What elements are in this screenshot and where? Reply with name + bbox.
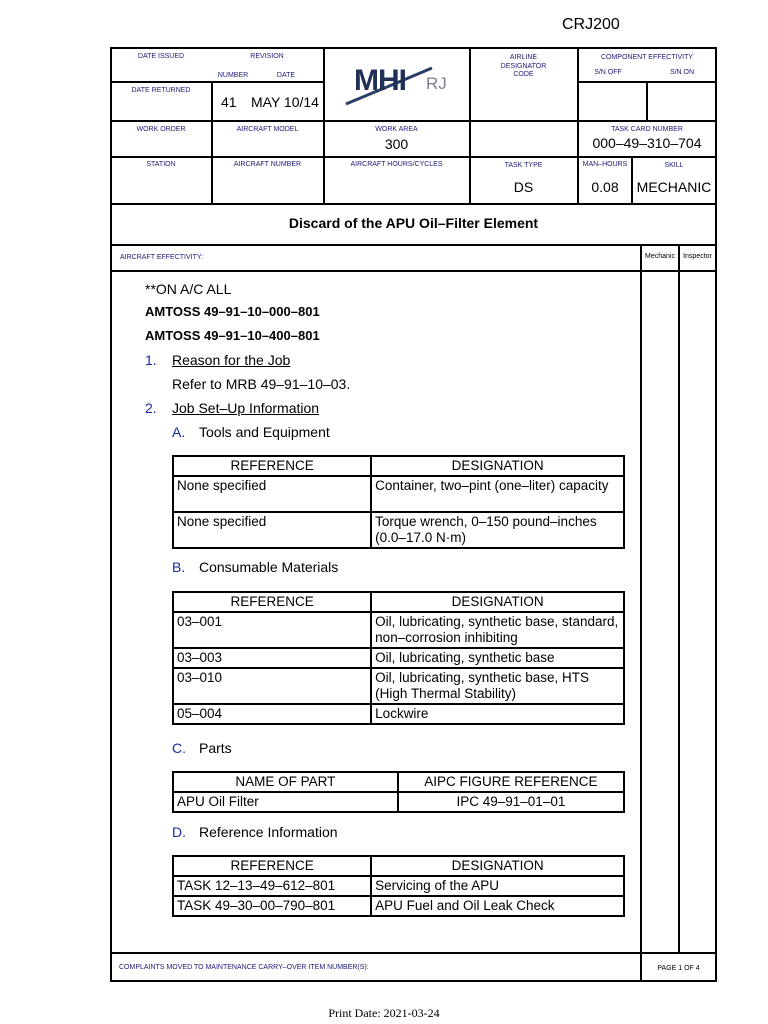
consumables-cell: 05–004 bbox=[173, 704, 371, 724]
consumables-cell: 03–003 bbox=[173, 648, 371, 668]
parts-header-name: NAME OF PART bbox=[173, 772, 398, 792]
table-row bbox=[173, 612, 624, 648]
reference-header-reference: REFERENCE bbox=[173, 856, 371, 876]
subsection-d-number: D. bbox=[172, 824, 186, 840]
aircraft-applicability: **ON A/C ALL bbox=[145, 281, 232, 297]
sn-off-label: S/N OFF bbox=[594, 69, 622, 76]
airline-designator-label-1: AIRLINE bbox=[509, 54, 538, 61]
task-title: Discard of the APU Oil–Filter Element bbox=[288, 215, 539, 231]
inspector-column-line bbox=[678, 244, 680, 953]
inspector-label: Inspector bbox=[683, 253, 712, 260]
aircraft-model-label: AIRCRAFT MODEL bbox=[236, 126, 299, 133]
airline-designator-label-2: DESIGNATOR bbox=[500, 63, 547, 70]
parts-header-aipc: AIPC FIGURE REFERENCE bbox=[398, 772, 624, 792]
frame-top bbox=[110, 47, 717, 49]
mechanic-column-line bbox=[640, 244, 642, 981]
section-1-number: 1. bbox=[145, 352, 157, 368]
consumables-table bbox=[172, 591, 625, 725]
table-row bbox=[173, 792, 624, 812]
table-row bbox=[173, 876, 624, 896]
parts-table bbox=[172, 771, 625, 813]
reference-cell: APU Fuel and Oil Leak Check bbox=[371, 896, 624, 916]
parts-cell: APU Oil Filter bbox=[173, 792, 398, 812]
table-row bbox=[173, 512, 624, 548]
aircraft-effectivity-label: AIRCRAFT EFFECTIVITY: bbox=[120, 254, 204, 261]
consumables-cell: 03–001 bbox=[173, 612, 371, 648]
revision-date-label: DATE bbox=[276, 72, 296, 79]
logo-main-text: MHI bbox=[354, 64, 406, 97]
work-area-label: WORK AREA bbox=[375, 126, 418, 133]
parts-cell: IPC 49–91–01–01 bbox=[398, 792, 624, 812]
task-card-number: 000–49–310–704 bbox=[592, 135, 702, 151]
logo-sub-text: RJ bbox=[426, 74, 447, 93]
complaints-label: COMPLAINTS MOVED TO MAINTENANCE CARRY–OVER ITEM NUMBER(S): bbox=[119, 964, 369, 971]
section-2-number: 2. bbox=[145, 400, 157, 416]
revision-number-label: NUMBER bbox=[217, 72, 249, 79]
frame-bottom bbox=[110, 980, 717, 982]
subsection-b-title: Consumable Materials bbox=[199, 559, 339, 575]
amtoss-reference-1: AMTOSS 49–91–10–000–801 bbox=[145, 304, 320, 319]
consumables-header-designation: DESIGNATION bbox=[371, 592, 624, 612]
subsection-a-number: A. bbox=[172, 424, 186, 440]
table-row bbox=[173, 668, 624, 704]
subsection-c-number: C. bbox=[172, 740, 186, 756]
consumables-cell: Lockwire bbox=[371, 704, 624, 724]
man-hours-value: 0.08 bbox=[591, 179, 619, 195]
subsection-d-title: Reference Information bbox=[199, 824, 338, 840]
section-1-title: Reason for the Job bbox=[172, 352, 291, 368]
tools-cell: Torque wrench, 0–150 pound–inches (0.0–17.0 N·m) bbox=[371, 512, 624, 548]
table-row bbox=[173, 704, 624, 724]
amtoss-reference-2: AMTOSS 49–91–10–400–801 bbox=[145, 328, 320, 343]
revision-date: MAY 10/14 bbox=[251, 94, 319, 110]
subsection-b-number: B. bbox=[172, 559, 186, 575]
skill-value: MECHANIC bbox=[636, 179, 712, 195]
reference-cell: Servicing of the APU bbox=[371, 876, 624, 896]
reference-header-designation: DESIGNATION bbox=[371, 856, 624, 876]
tools-header-reference: REFERENCE bbox=[173, 456, 371, 476]
task-type-value: DS bbox=[513, 179, 534, 195]
reference-cell: TASK 12–13–49–612–801 bbox=[173, 876, 371, 896]
page-number: PAGE 1 OF 4 bbox=[657, 965, 700, 972]
aircraft-number-label: AIRCRAFT NUMBER bbox=[233, 161, 302, 168]
revision-number: 41 bbox=[221, 94, 237, 110]
task-type-label: TASK TYPE bbox=[504, 162, 543, 169]
sn-on-label: S/N ON bbox=[669, 69, 695, 76]
task-card-number-label: TASK CARD NUMBER bbox=[611, 126, 683, 133]
tools-cell: None specified bbox=[173, 476, 371, 512]
consumables-header-reference: REFERENCE bbox=[173, 592, 371, 612]
tools-cell: Container, two–pint (one–liter) capacity bbox=[371, 476, 624, 512]
date-returned-label: DATE RETURNED bbox=[131, 87, 191, 94]
table-row bbox=[173, 896, 624, 916]
work-area-value: 300 bbox=[384, 136, 409, 152]
man-hours-label: MAN–HOURS bbox=[582, 161, 628, 168]
frame-right bbox=[715, 47, 717, 982]
revision-label: REVISION bbox=[250, 53, 284, 60]
reference-cell: TASK 49–30–00–790–801 bbox=[173, 896, 371, 916]
table-row bbox=[173, 476, 624, 512]
frame-left bbox=[110, 47, 112, 982]
date-issued-label: DATE ISSUED bbox=[137, 53, 185, 60]
consumables-cell: 03–010 bbox=[173, 668, 371, 704]
component-effectivity-label: COMPONENT EFFECTIVITY bbox=[600, 54, 694, 61]
tools-header-designation: DESIGNATION bbox=[371, 456, 624, 476]
consumables-cell: Oil, lubricating, synthetic base bbox=[371, 648, 624, 668]
work-order-label: WORK ORDER bbox=[136, 126, 186, 133]
station-label: STATION bbox=[146, 161, 176, 168]
aircraft-hours-label: AIRCRAFT HOURS/CYCLES bbox=[350, 161, 443, 168]
print-date: Print Date: 2021-03-24 bbox=[328, 1006, 440, 1020]
skill-label: SKILL bbox=[664, 162, 684, 169]
subsection-a-title: Tools and Equipment bbox=[199, 424, 330, 440]
reference-table bbox=[172, 855, 625, 917]
mhirj-logo bbox=[340, 60, 460, 110]
consumables-cell: Oil, lubricating, synthetic base, HTS (High Thermal Stability) bbox=[371, 668, 624, 704]
airline-designator-label-3: CODE bbox=[513, 71, 534, 78]
section-2-title: Job Set–Up Information bbox=[172, 400, 320, 416]
document-code: CRJ200 bbox=[562, 16, 620, 33]
section-1-text: Refer to MRB 49–91–10–03. bbox=[172, 376, 351, 392]
consumables-cell: Oil, lubricating, synthetic base, standard, non–corrosion inhibiting bbox=[371, 612, 624, 648]
tools-table bbox=[172, 455, 625, 549]
table-row bbox=[173, 648, 624, 668]
subsection-c-title: Parts bbox=[199, 740, 232, 756]
tools-cell: None specified bbox=[173, 512, 371, 548]
mechanic-label: Mechanic bbox=[645, 253, 675, 260]
